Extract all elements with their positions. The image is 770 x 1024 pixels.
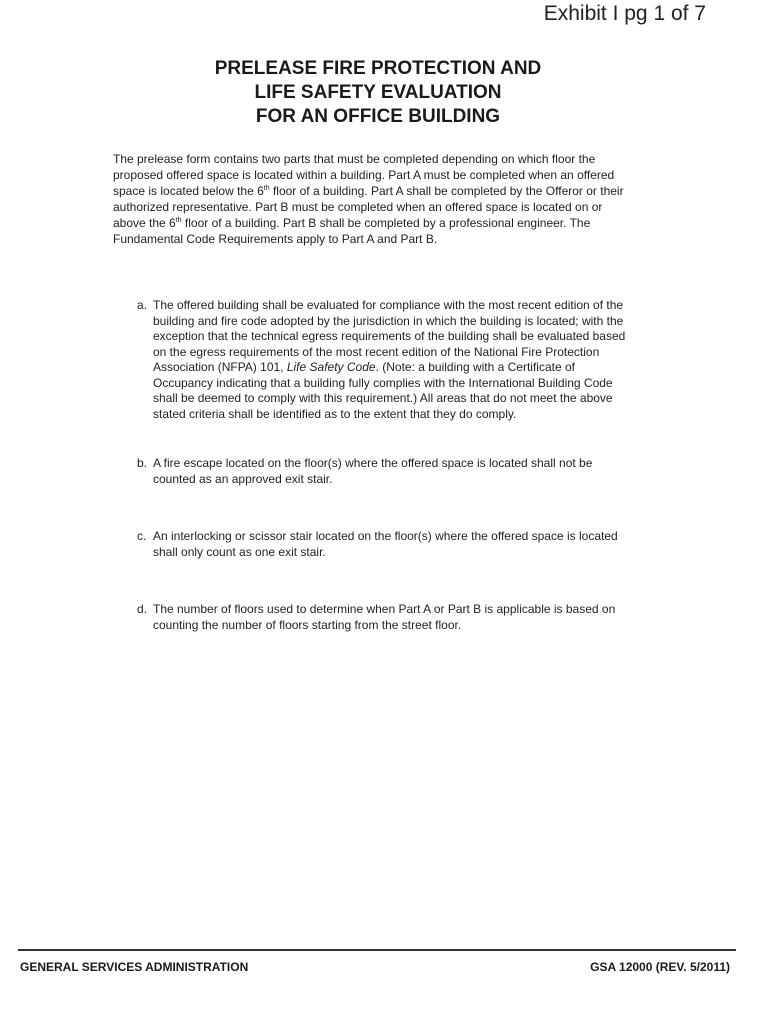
title-line-2: LIFE SAFETY EVALUATION (254, 82, 502, 103)
item-text: . (Note: a building with a Certificate of (375, 360, 575, 374)
item-line (137, 360, 677, 376)
superscript: th (263, 185, 270, 192)
intro-line (113, 183, 673, 199)
intro-paragraph (113, 151, 673, 247)
item-line (137, 298, 677, 314)
item-line: stated criteria shall be identified as to the extent that they do comply. (153, 406, 517, 421)
item-text: An interlocking or scissor stair located on the floor(s) where the offered space is located (153, 529, 618, 543)
item-line (137, 602, 677, 618)
item-italic-text: Life Safety Code (286, 360, 376, 374)
requirement-item-d (137, 602, 677, 633)
item-label: c. (137, 529, 147, 543)
document-title (0, 57, 756, 129)
item-line (137, 456, 677, 472)
item-text: The number of floors used to determine when Part A or Part B is applicable is based on (153, 602, 616, 616)
exhibit-page-label: Exhibit I pg 1 of 7 (543, 2, 706, 25)
title-line-3: FOR AN OFFICE BUILDING (255, 106, 501, 127)
item-line: shall be deemed to comply with this requirement.) All areas that do not meet the above (153, 391, 613, 405)
item-line: exception that the technical egress requirements of the building shall be evaluated based (153, 329, 626, 343)
footer-divider (18, 949, 736, 951)
item-line: shall only count as one exit stair. (153, 544, 326, 559)
intro-text: above the 6 (113, 216, 176, 230)
requirement-item-a (137, 298, 677, 422)
item-line: building and fire code adopted by the jurisdiction in which the building is located; with the (153, 313, 624, 328)
item-line: counted as an approved exit stair. (153, 471, 333, 486)
item-line: counting the number of floors starting from the street floor. (153, 617, 462, 632)
footer-agency: GENERAL SERVICES ADMINISTRATION (20, 960, 249, 974)
item-line: Occupancy indicating that a building fully complies with the International Building Code (153, 375, 613, 390)
intro-line: proposed offered space is located within a building. Part A must be completed when an offered (113, 168, 615, 182)
item-line: on the egress requirements of the most recent edition of the National Fire Protection (153, 344, 600, 359)
requirement-item-c (137, 529, 677, 560)
item-label: d. (137, 602, 148, 616)
intro-text: floor of a building. Part A shall be completed by the Offeror or their (269, 184, 624, 198)
intro-text: space is located below the 6 (113, 184, 264, 198)
item-text: Association (NFPA) 101, (153, 360, 287, 374)
intro-line: authorized representative. Part B must be completed when an offered space is located on or (113, 200, 603, 214)
intro-text: floor of a building. Part B shall be completed by a professional engineer. The (181, 216, 591, 230)
intro-line: The prelease form contains two parts that must be completed depending on which floor the (113, 152, 596, 166)
footer-form-number: GSA 12000 (REV. 5/2011) (590, 960, 730, 974)
item-label: a. (137, 298, 148, 312)
item-line (137, 529, 677, 545)
superscript: th (175, 217, 182, 224)
item-text: A fire escape located on the floor(s) where the offered space is located shall not be (153, 456, 593, 470)
intro-line (113, 215, 673, 231)
title-line-1: PRELEASE FIRE PROTECTION AND (214, 58, 542, 79)
intro-line: Fundamental Code Requirements apply to Part A and Part B. (113, 232, 438, 246)
item-text: The offered building shall be evaluated for compliance with the most recent edition of the (153, 298, 624, 312)
item-label: b. (137, 456, 148, 470)
requirement-item-b (137, 456, 677, 487)
